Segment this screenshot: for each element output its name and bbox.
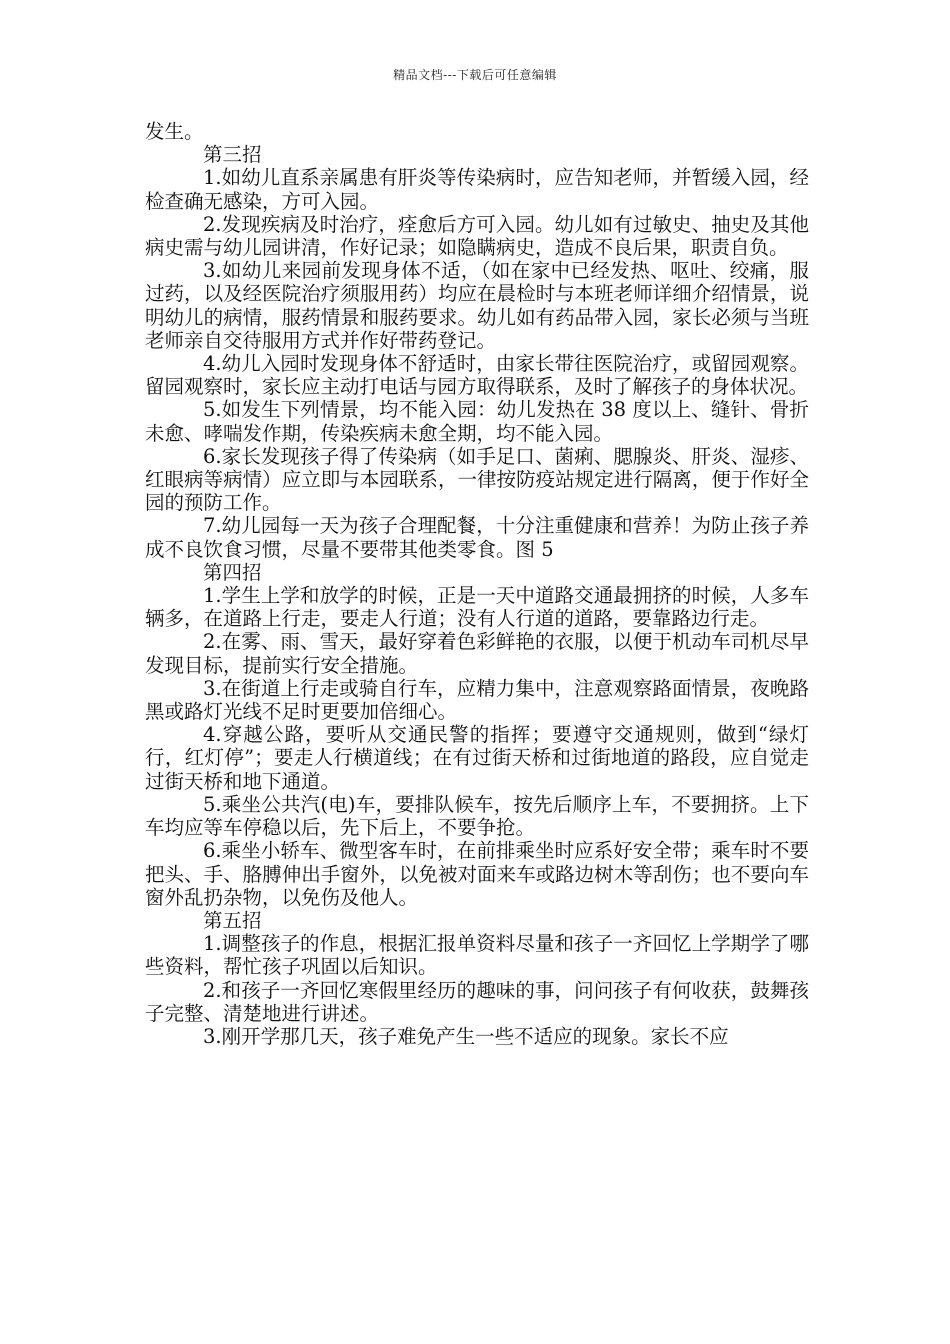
paragraph: 1.如幼儿直系亲属患有肝炎等传染病时，应告知老师，并暂缓入园，经检查确无感染，方可入园。 <box>145 166 809 213</box>
paragraph: 6.乘坐小轿车、微型客车时，在前排乘坐时应系好安全带；乘车时不要把头、手、胳膊伸出手窗外，以免被对面来车或路边树木等刮伤；也不要向车窗外乱扔杂物，以免伤及他人。 <box>145 839 809 909</box>
paragraph: 4.幼儿入园时发现身体不舒适时，由家长带往医院治疗，或留园观察。留园观察时，家长应主动打电话与园方取得联系，及时了解孩子的身体状况。 <box>145 352 809 399</box>
section-heading: 第四招 <box>203 560 262 584</box>
paragraph: 6.家长发现孩子得了传染病（如手足口、菌痢、腮腺炎、肝炎、湿疹、红眼病等病情）应立即与本园联系，一律按防疫站规定进行隔离，便于作好全园的预防工作。 <box>145 444 809 515</box>
paragraph: 发生。 <box>145 120 204 143</box>
paragraph: 1.调整孩子的作息，根据汇报单资料尽量和孩子一齐回忆上学期学了哪些资料，帮忙孩子巩固以后知识。 <box>145 932 809 979</box>
paragraph: 5.乘坐公共汽(电)车，要排队候车，按先后顺序上车，不要拥挤。上下车均应等车停稳以后，先下后上，不要争抢。 <box>145 792 809 840</box>
paragraph: 1.学生上学和放学的时候，正是一天中道路交通最拥挤的时候，人多车辆多，在道路上行走，要走人行道；没有人行道的道路，要靠路边行走。 <box>145 584 809 631</box>
document-body <box>145 120 809 1048</box>
paragraph: 7.幼儿园每一天为孩子合理配餐，十分注重健康和营养！为防止孩子养成不良饮食习惯，尽量不要带其他类零食。图 5 <box>145 514 809 561</box>
section-heading: 第三招 <box>203 143 262 167</box>
paragraph: 3.如幼儿来园前发现身体不适，（如在家中已经发热、呕吐、绞痛，服过药，以及经医院治疗须服用药）均应在晨检时与本班老师详细介绍情景，说明幼儿的病情，服药情景和服药要求。幼儿如有药品带入园，家长必须与当班老师亲自交待服用方式并作好带药登记。 <box>145 259 809 352</box>
paragraph: 5.如发生下列情景，均不能入园：幼儿发热在 38 度以上、缝针、骨折未愈、哮喘发作期，传染疾病未愈全期，均不能入园。 <box>145 398 809 445</box>
paragraph: 4.穿越公路，要听从交通民警的指挥；要遵守交通规则，做到“绿灯行，红灯停”；要走人行横道线；在有过街天桥和过街地道的路段，应自觉走过街天桥和地下通道。 <box>145 723 809 793</box>
section-heading: 第五招 <box>203 908 262 932</box>
paragraph: 3.在街道上行走或骑自行车，应精力集中，注意观察路面情景，夜晚路黑或路灯光线不足时更要加倍细心。 <box>145 676 809 724</box>
paragraph: 2.和孩子一齐回忆寒假里经历的趣味的事，问问孩子有何收获，鼓舞孩子完整、清楚地进行讲述。 <box>145 978 809 1025</box>
paragraph: 2.发现疾病及时治疗，痊愈后方可入园。幼儿如有过敏史、抽史及其他病史需与幼儿园讲清，作好记录；如隐瞒病史，造成不良后果，职责自负。 <box>145 212 809 260</box>
page-header: 精品文档---下载后可任意编辑 <box>393 68 557 82</box>
paragraph: 3.刚开学那几天，孩子难免产生一些不适应的现象。家长不应 <box>203 1024 729 1048</box>
paragraph: 2.在雾、雨、雪天，最好穿着色彩鲜艳的衣服，以便于机动车司机尽早发现目标，提前实行安全措施。 <box>145 630 809 677</box>
